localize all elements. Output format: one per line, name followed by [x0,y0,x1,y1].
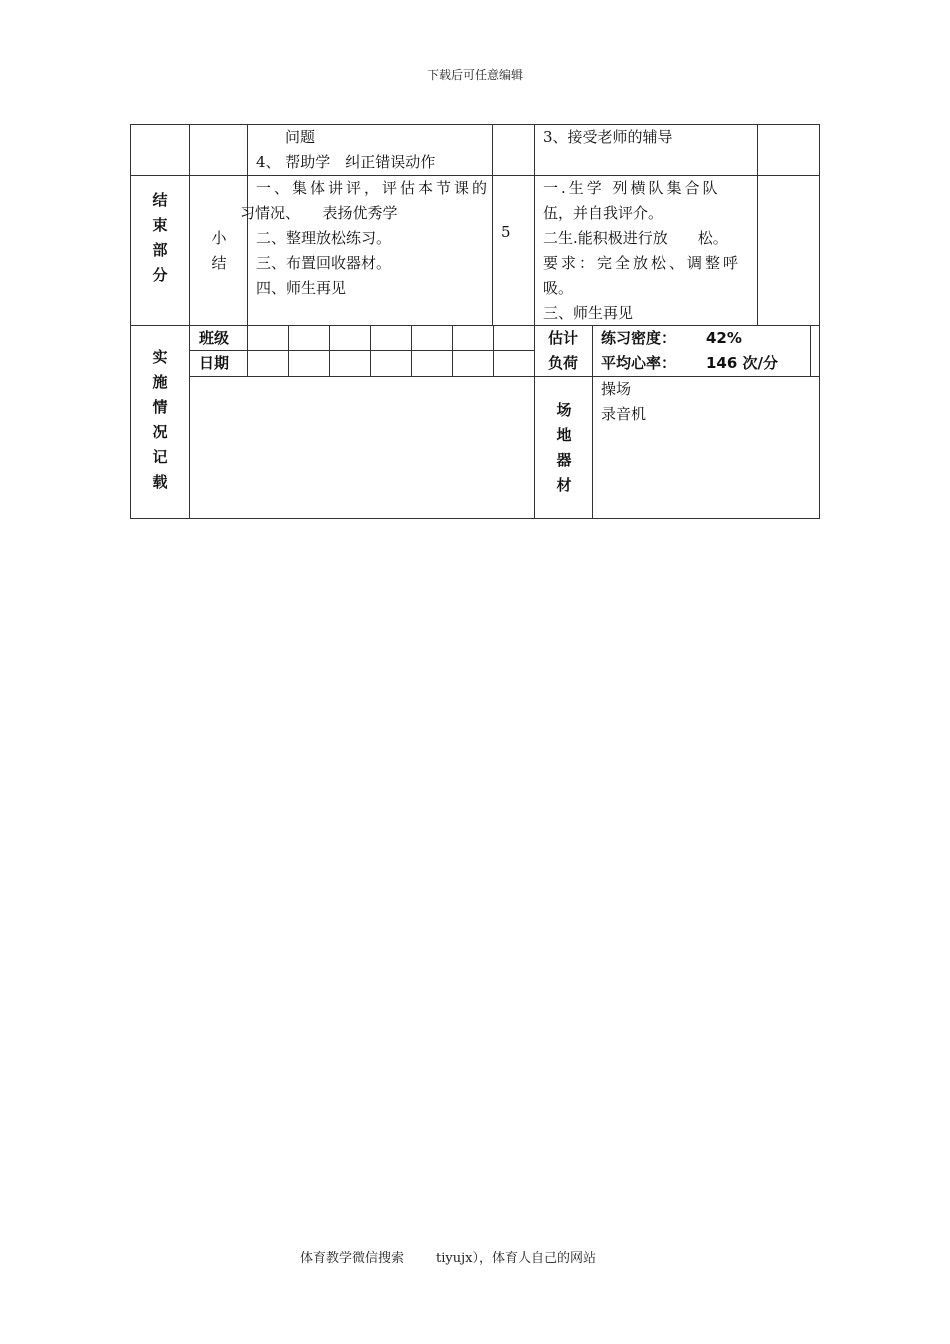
ending-time: 5 [501,223,511,241]
load-label-1: 估计 [548,329,579,347]
row-divider-class-date [189,350,535,351]
row-divider-3 [189,376,820,377]
grid-cell-divider [370,325,371,377]
ending-student-line-5: 吸。 [543,279,574,297]
date-label: 日期 [199,354,230,372]
ending-content-line-2: 习情况、 表扬优秀学 [240,204,398,222]
ending-student-line-3: 二生.能积极进行放 松。 [543,229,728,247]
class-label: 班级 [199,329,230,347]
top-student-line-1: 3、接受老师的辅导 [543,128,673,146]
load-label-2: 负荷 [548,354,579,372]
table-border-bottom [130,518,820,519]
load-inner-right [810,325,811,377]
heart-rate-value: 146 次/分 [706,354,779,372]
footer-note [300,1247,596,1266]
ending-content-line-4: 三、布置回收器材。 [256,254,392,272]
ending-student-line-2: 伍，并自我评介。 [543,204,664,222]
table-border-right [819,124,820,519]
ending-student-line-1: 一.生学 列横队集合队 [543,179,721,197]
density-value: 42% [706,329,742,347]
venue-title: 场 地 器 材 [556,401,572,494]
implementation-title: 实 施 情 况 记 载 [152,348,168,491]
grid-cell-divider [411,325,412,377]
footer-part-1: 体育教学微信搜索 [300,1251,405,1266]
ending-section-title: 结 束 部 分 [152,191,168,284]
density-label: 练习密度： [601,329,677,347]
grid-cell-divider [329,325,330,377]
col-divider-5 [757,124,758,326]
footer-part-2: tiyujx），体育人自己的网站 [436,1251,596,1266]
ending-student-line-4: 要求：完全放松、调整呼 [543,254,742,272]
heart-rate-label: 平均心率： [601,354,677,372]
ending-student-line-6: 三、师生再见 [543,304,634,322]
grid-cell-divider [247,325,248,377]
top-content-line-1: 问题 [285,128,316,146]
col-divider-1 [189,124,190,519]
header-note: 下载后可任意编辑 [426,68,523,82]
grid-cell-divider [493,325,494,377]
col-divider-3 [492,124,493,326]
table-border-top [130,124,820,125]
venue-item-2: 录音机 [601,405,647,423]
ending-content-line-5: 四、师生再见 [256,279,347,297]
grid-cell-divider [452,325,453,377]
grid-cell-divider [288,325,289,377]
venue-item-1: 操场 [601,380,632,398]
top-content-line-2: 4、 帮助学 纠正错误动作 [256,153,436,171]
ending-content-line-1: 一、集体讲评，评估本节课的 [256,179,491,197]
ending-sub-title: 小 结 [211,229,227,272]
ending-content-line-3: 二、整理放松练习。 [256,229,392,247]
